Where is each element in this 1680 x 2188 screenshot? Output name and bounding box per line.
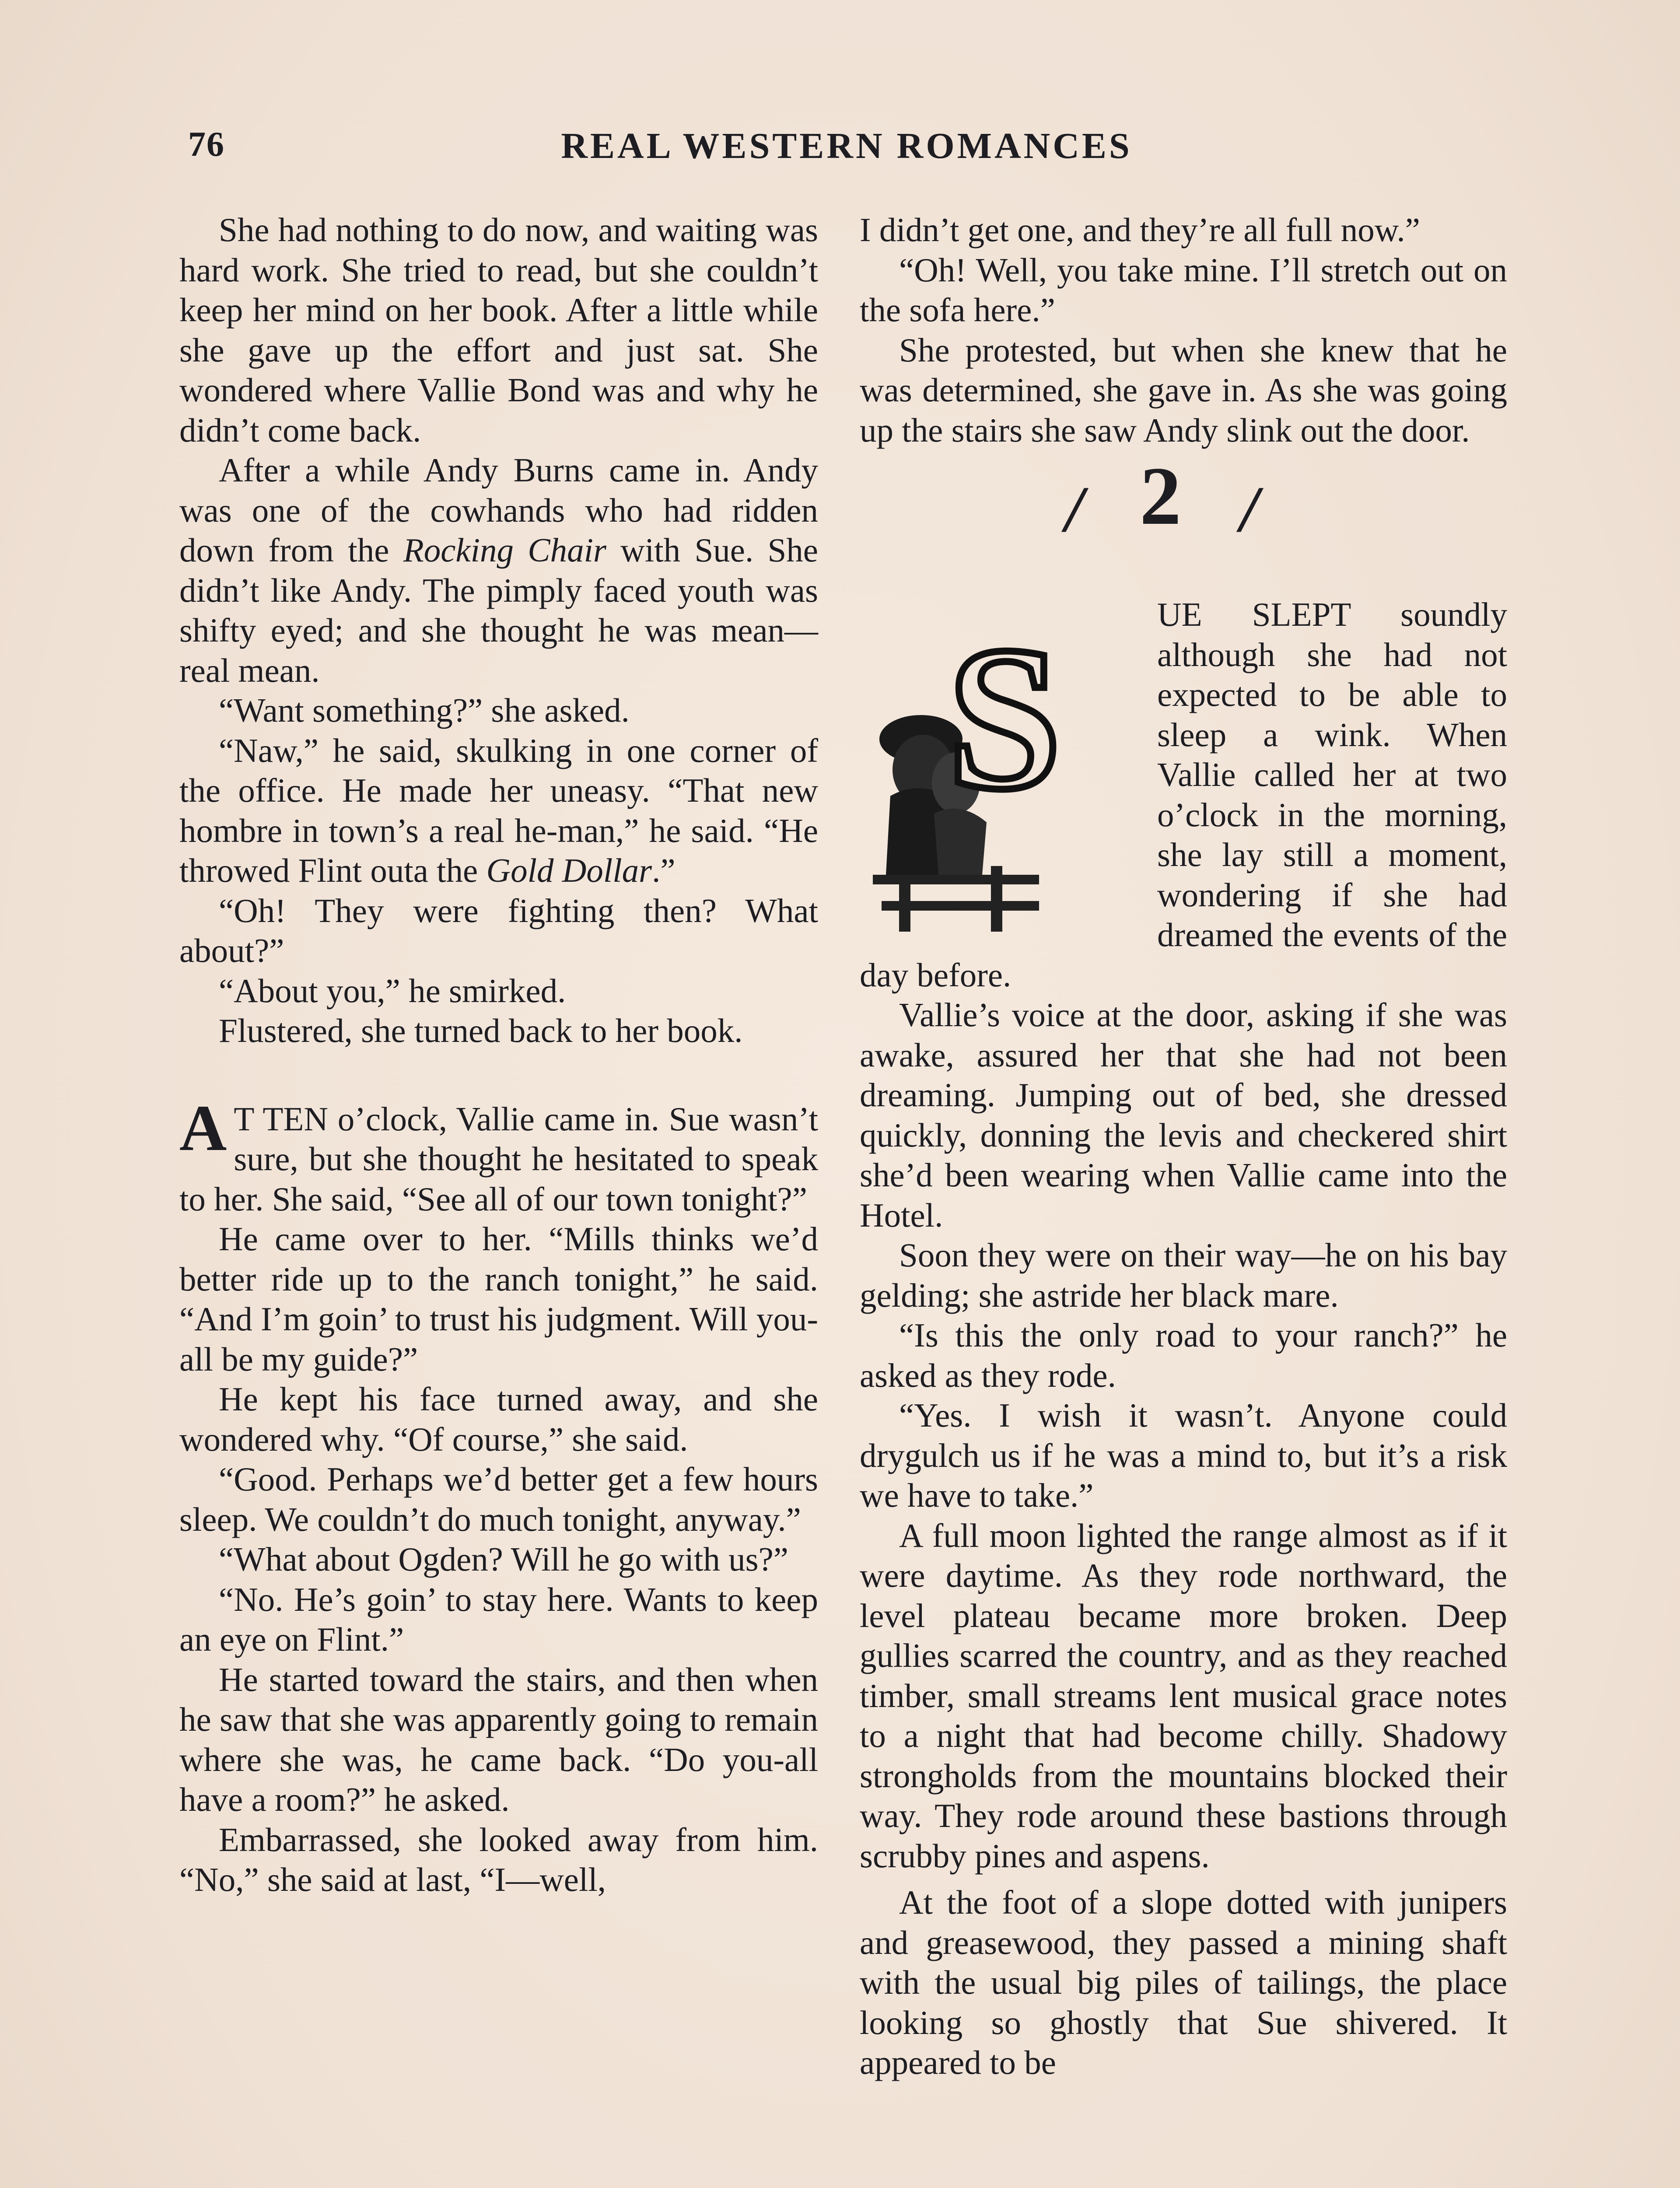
paragraph: He started toward the stairs, and then when he saw that she was apparently going to remain where she was, he came back. “Do you-all have a room?” he asked.: [179, 1660, 818, 1818]
text-run: with Sue. She didn’t like Andy. The pimply faced youth was shifty eyed; and she thought he was mean—real mean.: [179, 531, 818, 689]
paragraph: “What about Ogden? Will he go with us?”: [219, 1540, 788, 1578]
chapter-number: 2: [1140, 450, 1181, 542]
illustration-couple-icon: [847, 595, 1148, 936]
paragraph: “Yes. I wish it wasn’t. Anyone could drygulch us if he was a mind to, but it’s a risk we have to take.”: [860, 1396, 1507, 1514]
paragraph: “No. He’s goin’ to stay here. Wants to keep an eye on Flint.”: [179, 1580, 818, 1658]
page-number: 76: [188, 125, 225, 164]
paragraph: [179, 731, 818, 891]
paragraph: “Is this the only road to your ranch?” he asked as they rode.: [860, 1316, 1507, 1394]
paragraph: Flustered, she turned back to her book.: [219, 1012, 743, 1049]
text-run: “Naw,” he said, skulking in one corner of the office. He made her uneasy. “That new hombre in town’s a real he-man,” he said. “He throwed Flint outa the: [179, 731, 818, 889]
paragraph: Soon they were on their way—he on his bay gelding; she astride her black mare.: [860, 1236, 1507, 1314]
italic-text: Rocking Chair: [403, 531, 606, 569]
paragraph: A full moon lighted the range almost as if it were daytime. As they rode northward, the level plateau became more broken. Deep gullies scarred the country, and as they reached timber, small streams lent musical grace notes to a night that had become chilly. Shadowy strongholds from the mountains blocked their way. They rode around these bastions through scrubby pines and aspens.: [860, 1516, 1507, 1875]
text-run: .”: [652, 852, 676, 889]
paragraph: She protested, but when she knew that he was determined, she gave in. As she was going up the stairs she saw Andy slink out the door.: [860, 331, 1507, 449]
chapter-ornament-left: /: [1065, 473, 1084, 546]
paragraph: “About you,” he smirked.: [219, 971, 566, 1010]
paragraph: Vallie’s voice at the door, asking if she was awake, assured her that she had not been dreaming. Jumping out of bed, she dressed quickly, donning the levis and checkered shirt she’d been wearing when Vallie came into the Hotel.: [860, 996, 1507, 1234]
paragraph: I didn’t get one, and they’re all full now.”: [860, 211, 1420, 249]
text-run: After a while Andy Burns came in. Andy was one of the cowhands who had ridden down from the: [179, 451, 818, 569]
section-opening-paragraph: [179, 1091, 818, 1220]
paragraph: At the foot of a slope dotted with junipers and greasewood, they passed a mining shaft with the usual big piles of tailings, the place looking so ghostly that Sue shivered. It appeared to be: [860, 1883, 1507, 2081]
illustrated-drop-cap: [847, 595, 1148, 936]
chapter-heading: [860, 450, 1507, 595]
paragraph: She had nothing to do now, and waiting was hard work. She tried to read, but she couldn’t keep her mind on her book. After a little while she gave up the effort and just sat. She wondered where Vallie Bond was and why he didn’t come back.: [179, 211, 818, 449]
left-column: [179, 210, 818, 1900]
drop-cap: A: [179, 1091, 227, 1164]
paragraph: “Oh! Well, you take mine. I’ll stretch out on the sofa here.”: [860, 251, 1507, 329]
chapter-ornament-right: /: [1240, 473, 1259, 546]
paragraph: He kept his face turned away, and she wondered why. “Of course,” she said.: [179, 1380, 818, 1458]
chapter-opening-paragraph: UE SLEPT soundly although she had not expected to be able to sleep a wink. When Vallie called her at two o’clock in the morning, she lay still a moment, wondering if she had dreamed the events of the day before.: [860, 596, 1507, 994]
text-run: T TEN o’clock, Vallie came in. Sue wasn’t sure, but she thought he hesitated to speak to her. She said, “See all of our town tonight?”: [179, 1100, 818, 1218]
svg-text:S: S: [947, 604, 1062, 832]
paragraph: “Oh! They were fighting then? What about?”: [179, 891, 818, 969]
right-column: [860, 210, 1507, 2083]
page-header: [188, 125, 1505, 177]
running-title: REAL WESTERN ROMANCES: [561, 126, 1132, 166]
paragraph: He came over to her. “Mills thinks we’d better ride up to the ranch tonight,” he said. “And I’m goin’ to trust his judgment. Will you-all be my guide?”: [179, 1220, 818, 1378]
paragraph: [179, 450, 818, 691]
paragraph: “Want something?” she asked.: [219, 691, 630, 729]
italic-text: Gold Dollar: [486, 852, 652, 889]
paragraph: Embarrassed, she looked away from him. “No,” she said at last, “I—well,: [179, 1820, 818, 1898]
paragraph: “Good. Perhaps we’d better get a few hours sleep. We couldn’t do much tonight, anyway.”: [179, 1460, 818, 1538]
